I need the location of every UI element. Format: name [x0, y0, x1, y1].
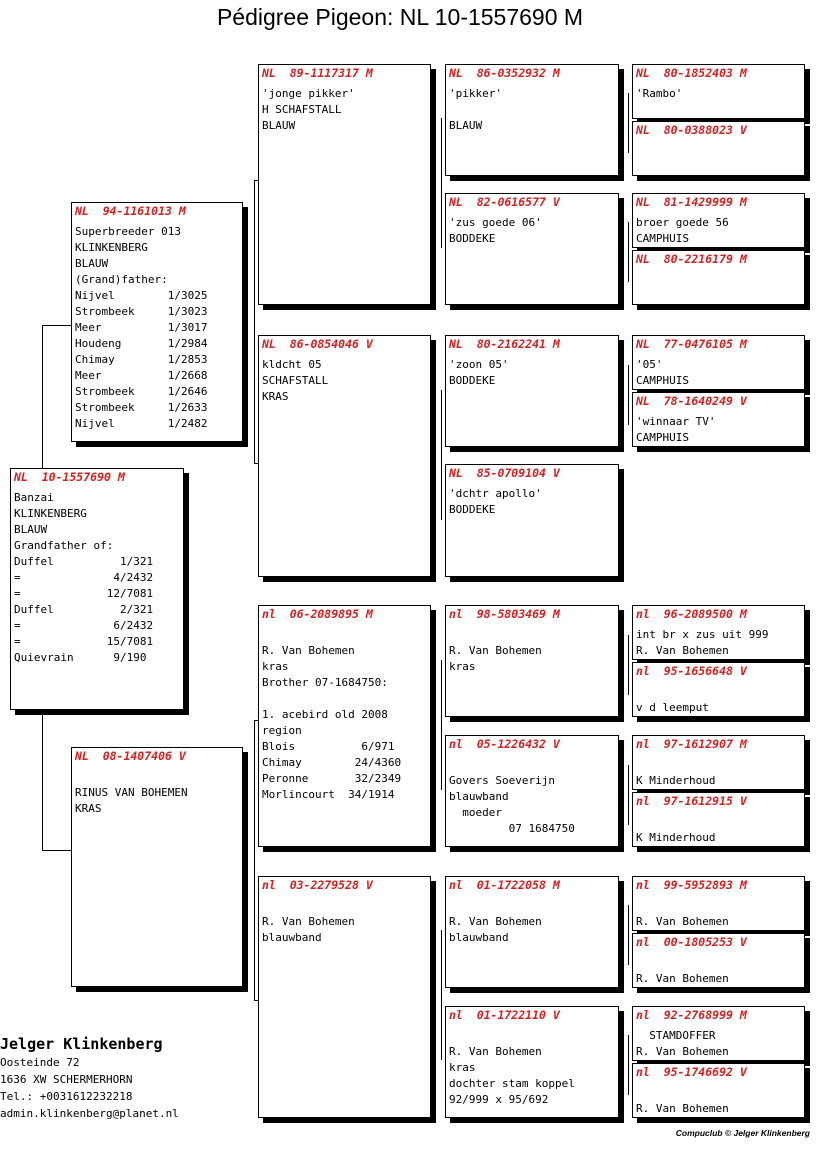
connector-line [628, 1035, 629, 1095]
ring-number: NL 80-2162241 M [449, 337, 560, 351]
bird-details [449, 757, 616, 837]
owner-name: Jelger Klinkenberg [0, 1035, 163, 1053]
connector-line [628, 765, 629, 825]
bird-detail-line: broer goede 56 [636, 216, 729, 229]
bird-detail-line: R. Van Bohemen [449, 915, 542, 928]
bird-detail-line: SCHAFSTALL [262, 374, 329, 387]
pedigree-box-mff[interactable] [445, 605, 619, 717]
bird-detail-line: KRAS [262, 390, 289, 403]
pedigree-box-mmf[interactable] [445, 876, 619, 988]
bird-detail-line: '05' [636, 358, 663, 371]
bird-detail-line: BODDEKE [449, 232, 496, 245]
bird-details [636, 1028, 802, 1060]
ring-number: NL 80-2216179 M [636, 252, 747, 266]
pedigree-box-g12[interactable] [632, 933, 805, 988]
pedigree-box-ff[interactable] [258, 64, 431, 305]
ring-number: nl 03-2279528 V [262, 878, 373, 892]
bird-detail-line: R. Van Bohemen [636, 644, 729, 657]
ring-number: NL 78-1640249 V [636, 394, 747, 408]
bird-detail-line [449, 757, 616, 773]
pedigree-box-mother[interactable] [71, 747, 243, 987]
bird-detail-line: K Minderhoud [636, 774, 716, 787]
bird-details [636, 898, 802, 930]
bird-detail-line: = 15/7081 [14, 635, 154, 648]
pedigree-box-g5[interactable] [632, 335, 805, 390]
footer-credit: Compuclub © Jelger Klinkenberg [675, 1128, 810, 1138]
pedigree-box-g7[interactable] [632, 605, 805, 660]
pedigree-box-g11[interactable] [632, 876, 805, 931]
bird-details [636, 86, 802, 102]
connector-line [42, 850, 72, 851]
pedigree-box-subject[interactable] [10, 468, 184, 710]
bird-details [449, 627, 616, 675]
pedigree-box-fmf[interactable] [445, 335, 619, 447]
bird-detail-line [75, 769, 240, 785]
pedigree-box-g10[interactable] [632, 792, 805, 847]
page-title: Pédigree Pigeon: NL 10-1557690 M [216, 4, 584, 30]
bird-detail-line: Banzai [14, 491, 54, 504]
connector-line [441, 660, 442, 790]
pedigree-box-fff[interactable] [445, 64, 619, 176]
bird-detail-line [636, 684, 802, 700]
bird-detail-line: (Grand)father: [75, 273, 168, 286]
bird-details [636, 955, 802, 987]
bird-details [636, 814, 802, 846]
bird-detail-line: region [262, 724, 302, 737]
bird-details [14, 490, 181, 666]
bird-details [449, 215, 616, 247]
connector-line [628, 905, 629, 965]
pedigree-box-mfm[interactable] [445, 735, 619, 847]
bird-detail-line [636, 898, 802, 914]
bird-detail-line [636, 1085, 802, 1101]
pedigree-box-fmm[interactable] [445, 464, 619, 577]
pedigree-box-g8[interactable] [632, 662, 805, 717]
bird-detail-line: BODDEKE [449, 374, 496, 387]
ring-number: NL 77-0476105 M [636, 337, 747, 351]
ring-number: NL 86-0352932 M [449, 66, 560, 80]
bird-detail-line: BLAUW [75, 257, 109, 270]
bird-detail-line: KLINKENBERG [75, 241, 148, 254]
bird-detail-line: Strombeek 1/3023 [75, 305, 208, 318]
pedigree-box-g9[interactable] [632, 735, 805, 790]
bird-detail-line: R. Van Bohemen [449, 1045, 542, 1058]
ring-number: NL 89-1117317 M [262, 66, 373, 80]
ring-number: nl 92-2768999 M [636, 1008, 747, 1022]
bird-detail-line: 'jonge pikker' [262, 87, 355, 100]
bird-details [636, 627, 802, 659]
bird-detail-line: 92/999 x 95/692 [449, 1093, 549, 1106]
ring-number: NL 82-0616577 V [449, 195, 560, 209]
bird-detail-line [262, 898, 428, 914]
bird-detail-line [449, 1028, 616, 1044]
bird-detail-line: Houdeng 1/2984 [75, 337, 208, 350]
bird-details [636, 684, 802, 716]
bird-detail-line: kras [449, 660, 476, 673]
bird-detail-line [636, 757, 802, 773]
bird-detail-line: H SCHAFSTALL [262, 103, 342, 116]
bird-details [636, 1085, 802, 1117]
bird-details [262, 627, 428, 803]
bird-detail-line: Meer 1/3017 [75, 321, 208, 334]
ring-number: nl 95-1746692 V [636, 1065, 747, 1079]
bird-detail-line: 'dchtr apollo' [449, 487, 542, 500]
bird-detail-line [449, 102, 616, 118]
ring-number: NL 80-0388023 V [636, 123, 747, 137]
bird-detail-line: Nijvel 1/2482 [75, 417, 208, 430]
connector-line [42, 325, 72, 326]
connector-line [42, 325, 43, 469]
connector-line [628, 222, 629, 282]
bird-detail-line: R. Van Bohemen [262, 915, 355, 928]
owner-city: 1636 XW SCHERMERHORN [0, 1073, 133, 1086]
bird-detail-line: Chimay 24/4360 [262, 756, 402, 769]
ring-number: nl 96-2089500 M [636, 607, 747, 621]
bird-details [636, 414, 802, 446]
bird-details [262, 357, 428, 405]
ring-number: nl 00-1805253 V [636, 935, 747, 949]
bird-detail-line: Meer 1/2668 [75, 369, 208, 382]
bird-detail-line: moeder [449, 806, 502, 819]
bird-detail-line: 'pikker' [449, 87, 502, 100]
bird-detail-line: K Minderhoud [636, 831, 716, 844]
pedigree-box-mf[interactable] [258, 605, 431, 847]
ring-number: NL 94-1161013 M [75, 204, 186, 218]
bird-detail-line [449, 898, 616, 914]
bird-detail-line: Morlincourt 34/1914 [262, 788, 395, 801]
owner-phone: Tel.: +0031612232218 [0, 1090, 133, 1103]
ring-number: NL 85-0709104 V [449, 466, 560, 480]
pedigree-box-g14[interactable] [632, 1063, 805, 1118]
pedigree-box-g4[interactable] [632, 250, 805, 305]
connector-line [628, 93, 629, 153]
bird-detail-line: R. Van Bohemen [636, 1045, 729, 1058]
bird-detail-line: CAMPHUIS [636, 374, 689, 387]
bird-detail-line: Strombeek 1/2646 [75, 385, 208, 398]
ring-number: NL 81-1429999 M [636, 195, 747, 209]
bird-detail-line: R. Van Bohemen [636, 1102, 729, 1115]
bird-detail-line: KRAS [75, 802, 102, 815]
bird-detail-line: Peronne 32/2349 [262, 772, 402, 785]
bird-detail-line: kras [449, 1061, 476, 1074]
bird-detail-line: blauwband [449, 931, 509, 944]
bird-detail-line: R. Van Bohemen [262, 644, 355, 657]
ring-number: nl 01-1722058 M [449, 878, 560, 892]
bird-details [636, 357, 802, 389]
bird-details [262, 898, 428, 946]
bird-detail-line: blauwband [262, 931, 322, 944]
ring-number: nl 95-1656648 V [636, 664, 747, 678]
pedigree-box-fm[interactable] [258, 335, 431, 577]
bird-detail-line: Chimay 1/2853 [75, 353, 208, 366]
pedigree-box-father[interactable] [71, 202, 243, 442]
bird-detail-line: Superbreeder 013 [75, 225, 181, 238]
bird-detail-line: kldcht 05 [262, 358, 322, 371]
bird-details [636, 215, 802, 247]
bird-detail-line: 1. acebird old 2008 [262, 708, 388, 721]
bird-details [262, 86, 428, 134]
bird-detail-line: BLAUW [262, 119, 296, 132]
bird-details [75, 224, 240, 432]
bird-detail-line: Grandfather of: [14, 539, 114, 552]
ring-number: NL 10-1557690 M [14, 470, 125, 484]
pedigree-box-g3[interactable] [632, 193, 805, 248]
bird-details [636, 757, 802, 789]
bird-detail-line: BLAUW [14, 523, 48, 536]
bird-detail-line: Blois 6/971 [262, 740, 395, 753]
connector-line [441, 390, 442, 520]
pedigree-box-ffm[interactable] [445, 193, 619, 305]
ring-number: nl 98-5803469 M [449, 607, 560, 621]
bird-detail-line: Duffel 1/321 [14, 555, 154, 568]
bird-detail-line: KLINKENBERG [14, 507, 87, 520]
pedigree-box-g2[interactable] [632, 121, 805, 176]
bird-detail-line: BODDEKE [449, 503, 496, 516]
bird-details [449, 898, 616, 946]
bird-detail-line: R. Van Bohemen [636, 972, 729, 985]
bird-details [449, 486, 616, 518]
connector-line [628, 635, 629, 695]
ring-number: nl 99-5952893 M [636, 878, 747, 892]
bird-detail-line: kras [262, 660, 289, 673]
bird-detail-line [636, 814, 802, 830]
bird-detail-line: R. Van Bohemen [636, 915, 729, 928]
bird-detail-line: = 6/2432 [14, 619, 154, 632]
bird-detail-line: Duffel 2/321 [14, 603, 154, 616]
ring-number: nl 01-1722110 V [449, 1008, 560, 1022]
ring-number: nl 05-1226432 V [449, 737, 560, 751]
pedigree-box-mmm[interactable] [445, 1006, 619, 1118]
owner-address: Oosteinde 72 [0, 1056, 80, 1069]
bird-detail-line: BLAUW [449, 119, 483, 132]
bird-detail-line: 'zus goede 06' [449, 216, 542, 229]
ring-number: NL 80-1852403 M [636, 66, 747, 80]
bird-detail-line [449, 627, 616, 643]
bird-detail-line: 'winnaar TV' [636, 415, 716, 428]
bird-detail-line: = 4/2432 [14, 571, 154, 584]
bird-detail-line: STAMDOFFER [636, 1029, 716, 1042]
bird-detail-line [262, 627, 428, 643]
pedigree-box-mm[interactable] [258, 876, 431, 1118]
bird-detail-line [636, 955, 802, 971]
bird-detail-line: v d leemput [636, 701, 709, 714]
bird-detail-line: CAMPHUIS [636, 232, 689, 245]
bird-detail-line: blauwband [449, 790, 509, 803]
bird-detail-line: Quievrain 9/190 [14, 651, 147, 664]
connector-line [441, 118, 442, 248]
bird-detail-line: int br x zus uit 999 [636, 628, 769, 641]
ring-number: NL 86-0854046 V [262, 337, 373, 351]
bird-detail-line: Brother 07-1684750: [262, 676, 388, 689]
owner-block [0, 1034, 179, 1122]
connector-line [42, 710, 43, 850]
pedigree-box-g13[interactable] [632, 1006, 805, 1061]
bird-details [449, 357, 616, 389]
bird-detail-line: R. Van Bohemen [449, 644, 542, 657]
owner-email[interactable]: admin.klinkenberg@planet.nl [0, 1107, 179, 1120]
bird-detail-line: Govers Soeverijn [449, 774, 555, 787]
ring-number: nl 97-1612915 V [636, 794, 747, 808]
bird-details [449, 1028, 616, 1108]
connector-line [254, 180, 255, 464]
bird-detail-line: 07 1684750 [449, 822, 575, 835]
bird-detail-line: 'zoon 05' [449, 358, 509, 371]
pedigree-box-g1[interactable] [632, 64, 805, 119]
bird-detail-line: 'Rambo' [636, 87, 683, 100]
bird-details [449, 86, 616, 134]
ring-number: nl 97-1612907 M [636, 737, 747, 751]
bird-detail-line: = 12/7081 [14, 587, 154, 600]
connector-line [441, 930, 442, 1060]
connector-line [628, 365, 629, 425]
bird-detail-line: Nijvel 1/3025 [75, 289, 208, 302]
pedigree-box-g6[interactable] [632, 392, 805, 447]
connector-line [254, 720, 255, 1000]
bird-details [75, 769, 240, 817]
bird-detail-line: dochter stam koppel [449, 1077, 575, 1090]
ring-number: NL 08-1407406 V [75, 749, 186, 763]
ring-number: nl 06-2089895 M [262, 607, 373, 621]
bird-detail-line [262, 691, 428, 707]
bird-detail-line: Strombeek 1/2633 [75, 401, 208, 414]
bird-detail-line: RINUS VAN BOHEMEN [75, 786, 188, 799]
bird-detail-line: CAMPHUIS [636, 431, 689, 444]
